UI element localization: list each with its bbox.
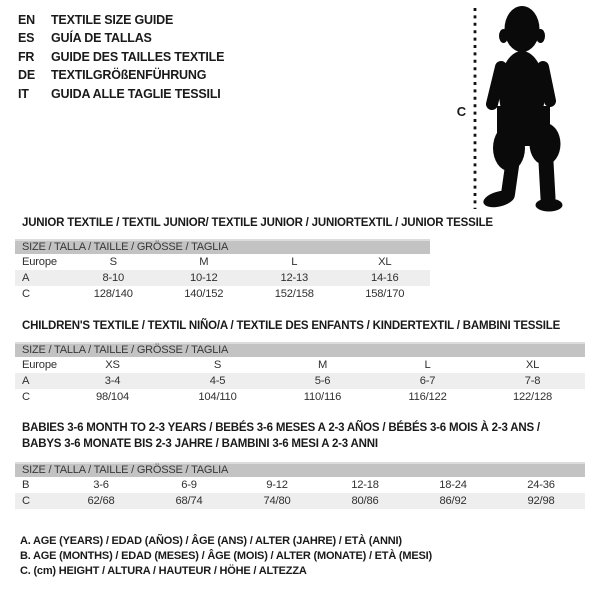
table-row xyxy=(15,270,430,286)
language-code: ES xyxy=(18,31,35,46)
row-label: Europe xyxy=(22,359,57,371)
row-cell: 7-8 xyxy=(524,375,541,387)
language-label: GUIDE DES TAILLES TEXTILE xyxy=(51,49,225,64)
row-cell: 9-12 xyxy=(266,479,288,491)
table-row xyxy=(15,493,585,509)
row-cell: 10-12 xyxy=(189,272,218,284)
row-label: Europe xyxy=(22,256,57,268)
row-cell: 14-16 xyxy=(370,272,399,284)
table-title-line2: BABYS 3-6 MONATE BIS 2-3 JAHRE / BAMBINI 3-6 MESI A 2-3 ANNI xyxy=(22,437,378,450)
row-cell: L xyxy=(291,256,298,268)
row-cell: 104/110 xyxy=(198,391,237,403)
table-row xyxy=(15,373,585,389)
language-item xyxy=(18,66,224,84)
row-cell: S xyxy=(109,256,117,268)
row-cell: 12-18 xyxy=(351,479,379,491)
language-list xyxy=(18,11,224,103)
row-cell: 128/140 xyxy=(93,288,133,300)
row-cell: 68/74 xyxy=(175,495,203,507)
language-code: DE xyxy=(18,68,35,83)
table-row xyxy=(15,286,430,302)
table-row xyxy=(15,254,430,270)
language-code: IT xyxy=(18,86,29,101)
row-label: C xyxy=(22,288,30,300)
language-label: GUÍA DE TALLAS xyxy=(51,31,152,46)
language-item xyxy=(18,11,224,29)
footnotes xyxy=(20,534,432,578)
row-cell: 8-10 xyxy=(102,272,125,284)
language-item xyxy=(18,85,224,103)
row-label: A xyxy=(22,375,30,387)
language-label: GUIDA ALLE TAGLIE TESSILI xyxy=(51,86,221,101)
table-rows xyxy=(15,254,430,302)
row-cell: 158/170 xyxy=(365,288,405,300)
language-code: FR xyxy=(18,49,35,64)
language-label: TEXTILGRÖßENFÜHRUNG xyxy=(51,68,207,83)
table-row xyxy=(15,357,585,373)
row-cell: 4-5 xyxy=(209,375,226,387)
row-cell: 140/152 xyxy=(184,288,224,300)
table-title: CHILDREN'S TEXTILE / TEXTIL NIÑO/A / TEXTILE DES ENFANTS / KINDERTEXTIL / BAMBINI TESSILE xyxy=(22,320,561,332)
row-cell: 92/98 xyxy=(527,495,555,507)
row-cell: S xyxy=(213,359,222,371)
language-label: TEXTILE SIZE GUIDE xyxy=(51,13,174,27)
row-cell: M xyxy=(199,256,209,268)
language-code: EN xyxy=(18,13,35,27)
row-cell: 3-4 xyxy=(104,375,121,387)
row-cell: XL xyxy=(525,359,540,371)
row-cell: 80/86 xyxy=(351,495,379,507)
language-item xyxy=(18,48,224,66)
row-cell: 3-6 xyxy=(93,479,109,491)
table-title: JUNIOR TEXTILE / TEXTIL JUNIOR/ TEXTILE JUNIOR / JUNIORTEXTIL / JUNIOR TESSILE xyxy=(22,217,493,229)
size-header-bar: SIZE / TALLA / TAILLE / GRÖSSE / TAGLIA xyxy=(15,342,585,357)
row-cell: 6-7 xyxy=(419,375,436,387)
size-header-bar: SIZE / TALLA / TAILLE / GRÖSSE / TAGLIA xyxy=(15,462,585,477)
row-cell: 5-6 xyxy=(314,375,331,387)
row-label: B xyxy=(22,479,30,491)
row-cell: 152/158 xyxy=(274,288,314,300)
table-title-line1: BABIES 3-6 MONTH TO 2-3 YEARS / BEBÉS 3-6 MESES A 2-3 AÑOS / BÉBÉS 3-6 MOIS À 2-3 ANS / xyxy=(22,422,540,434)
row-cell: 24-36 xyxy=(527,479,555,491)
row-cell: 122/128 xyxy=(512,391,553,403)
row-cell: 116/122 xyxy=(408,391,447,403)
row-label: A xyxy=(22,272,30,284)
note-line-a: A. AGE (YEARS) / EDAD (AÑOS) / ÂGE (ANS) / ALTER (JAHRE) / ETÀ (ANNI) xyxy=(20,535,402,547)
table-row xyxy=(15,477,585,493)
note-line-c: C. (cm) HEIGHT / ALTURA / HAUTEUR / HÖHE / ALTEZZA xyxy=(20,564,307,577)
row-cell: 12-13 xyxy=(280,272,309,284)
row-cell: 6-9 xyxy=(181,479,197,491)
row-cell: 98/104 xyxy=(95,391,130,403)
table-rows xyxy=(15,357,585,405)
table-title xyxy=(22,421,540,452)
row-cell: M xyxy=(317,359,328,371)
table-row xyxy=(15,389,585,405)
figure-height-label: C xyxy=(456,104,467,119)
table-rows xyxy=(15,477,585,509)
row-label: C xyxy=(22,495,30,507)
row-cell: 110/116 xyxy=(303,391,342,403)
toddler-silhouette-figure xyxy=(450,0,600,215)
toddler-silhouette xyxy=(482,6,563,212)
row-cell: XS xyxy=(105,359,120,371)
row-cell: 86/92 xyxy=(439,495,467,507)
row-cell: XL xyxy=(378,256,392,268)
row-cell: 18-24 xyxy=(439,479,467,491)
row-cell: 74/80 xyxy=(263,495,291,507)
row-cell: 62/68 xyxy=(87,495,115,507)
row-label: C xyxy=(22,391,30,403)
row-cell: L xyxy=(424,359,431,371)
language-item xyxy=(18,29,224,47)
note-line-b: B. AGE (MONTHS) / EDAD (MESES) / ÂGE (MOIS) / ALTER (MONATE) / ETÀ (MESI) xyxy=(20,549,432,562)
size-header-bar: SIZE / TALLA / TAILLE / GRÖSSE / TAGLIA xyxy=(15,239,430,254)
